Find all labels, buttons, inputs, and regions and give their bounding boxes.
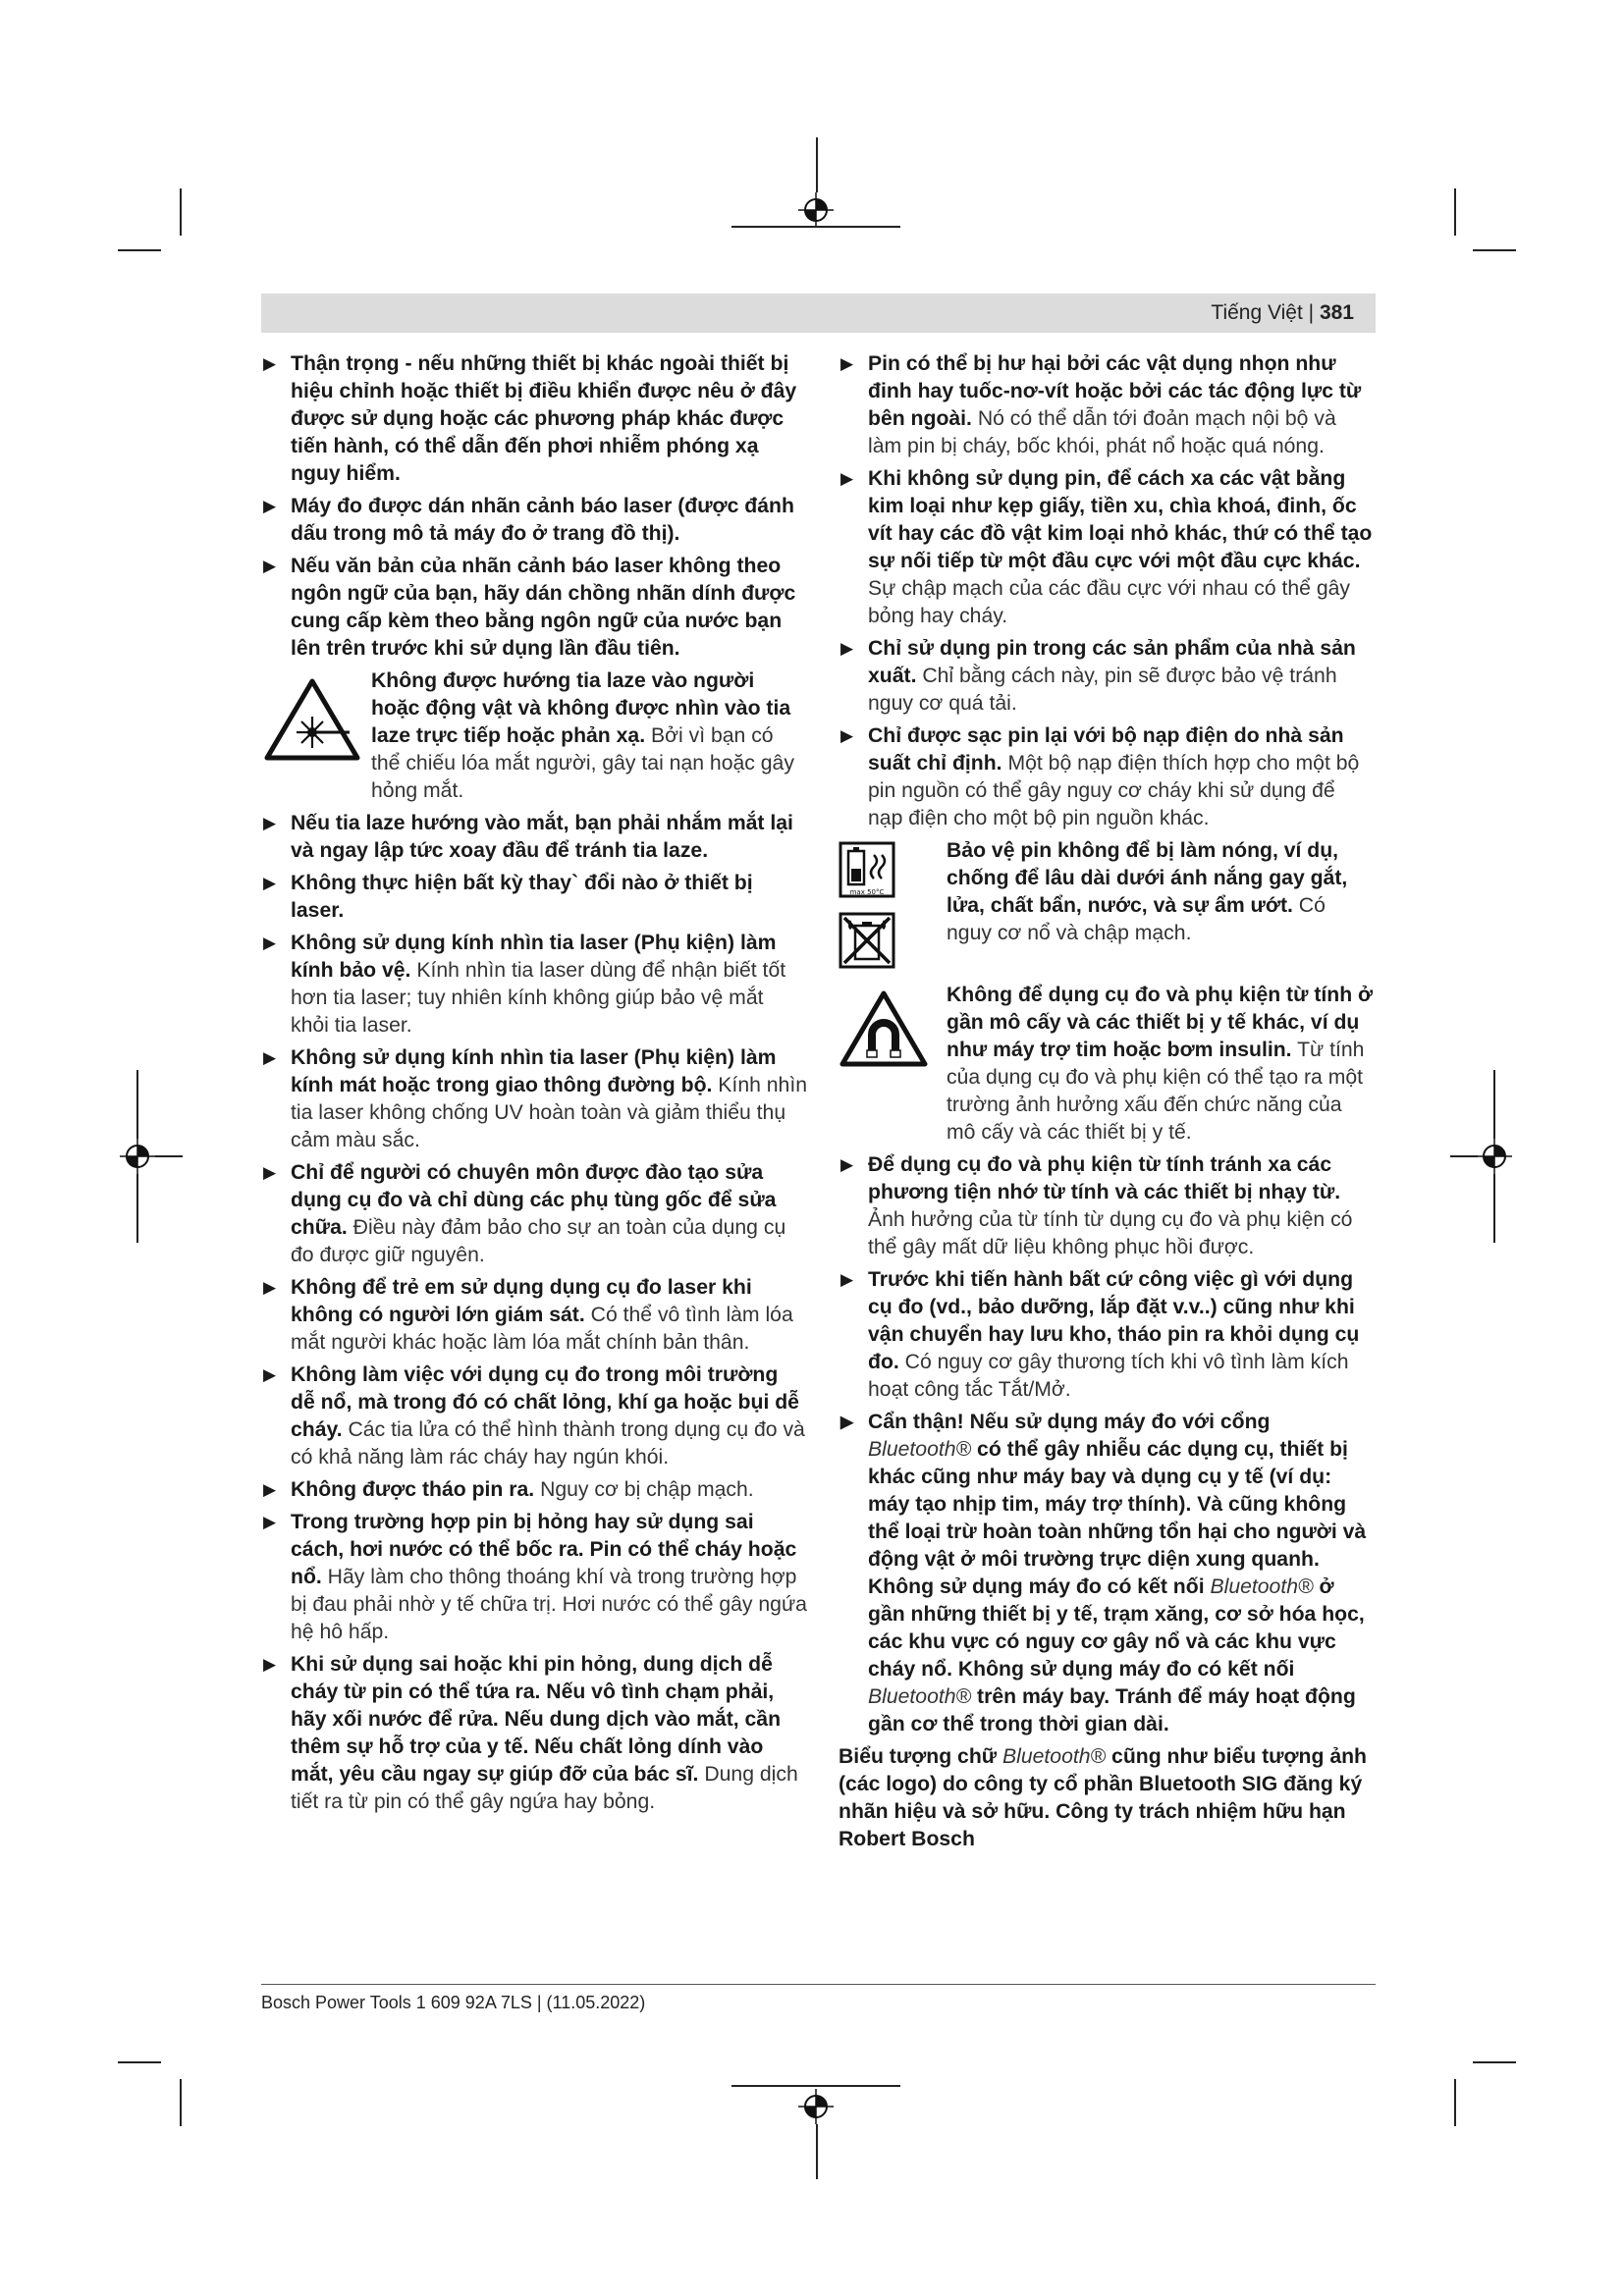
item-text: Dung dịch tiết ra từ pin có thể gây ngứa hay bỏng. [291, 1763, 798, 1813]
item-bold-text: Khi không sử dụng pin, để cách xa các vật bằng kim loại như kẹp giấy, tiền xu, chìa khoá, đinh, ốc vít hay các đồ vật kim loại nhỏ khác, thứ có thể tạo sự nối tiếp từ một đầu cực với một đầu cực khác. [868, 467, 1373, 572]
no-water-icon [839, 912, 895, 969]
crop-mark [180, 188, 182, 236]
battery-heat-text: Có nguy cơ nổ và chập mạch. [947, 894, 1326, 944]
item-text: Nó có thể dẫn tới đoản mạch nội bộ và làm pin bị cháy, bốc khói, phát nổ hoặc quá nóng. [868, 407, 1336, 457]
bullet-icon: ▶ [263, 1163, 277, 1182]
bullet-icon: ▶ [263, 557, 277, 575]
item-bold-text: Không được tháo pin ra. [291, 1478, 535, 1501]
registration-mark-icon [798, 192, 834, 228]
bullet-icon: ▶ [263, 1513, 277, 1531]
registration-mark-icon [120, 1139, 155, 1174]
laser-warning-text: Bởi vì bạn có thể chiếu lóa mắt người, gây tai nạn hoặc gây hỏng mắt. [371, 724, 794, 802]
left-column [261, 350, 807, 1821]
list-item [261, 1159, 807, 1269]
page-footer: Bosch Power Tools 1 609 92A 7LS | (11.05.2022) [261, 1993, 646, 2012]
registration-line [136, 1174, 138, 1243]
bullet-icon: ▶ [840, 726, 854, 745]
registration-mark-icon [1477, 1139, 1512, 1174]
item-bold-text: Chỉ sử dụng pin trong các sản phẩm của nhà sản xuất. [868, 637, 1356, 687]
list-item [839, 1151, 1375, 1261]
bullet-icon: ▶ [263, 1048, 277, 1067]
list-item [261, 1044, 807, 1154]
bullet-icon: ▶ [263, 1365, 277, 1384]
header-language: Tiếng Việt [1211, 301, 1303, 324]
bullet-icon: ▶ [263, 1480, 277, 1499]
page-number: 381 [1319, 301, 1354, 324]
list-item [261, 810, 807, 865]
crop-mark [118, 2061, 161, 2063]
magnet-warning-block [839, 982, 1375, 1147]
item-text: Hãy làm cho thông thoáng khí và trong trường hợp bị đau phải nhờ y tế chữa trị. Hơi nước có thể gây ngứa hệ hô hấp. [291, 1566, 807, 1643]
bullet-icon: ▶ [840, 469, 854, 488]
item-bold-text: Khi sử dụng sai hoặc khi pin hỏng, dung dịch dễ cháy từ pin có thể tứa ra. Nếu vô tình chạm phải, hãy xối nước để rửa. Nếu dung dịch vào mắt, cần thêm sự hỗ trợ của y tế. Nếu chất lỏng dính vào mắt, yêu cầu ngay sự giúp đỡ của bác sĩ. [291, 1653, 782, 1786]
registration-line [731, 226, 900, 228]
item-bold-text: Để dụng cụ đo và phụ kiện từ tính tránh xa các phương tiện nhớ từ tính và các thiết bị nhạy từ. [868, 1153, 1341, 1203]
bullet-icon: ▶ [840, 1413, 854, 1431]
item-text: Một bộ nạp điện thích hợp cho một bộ pin nguồn có thể gây nguy cơ cháy khi sử dụng để nạp điện cho một bộ pin nguồn khác. [868, 752, 1360, 829]
page-header [261, 294, 1376, 333]
list-item [839, 635, 1375, 718]
battery-heat-block [839, 837, 1375, 977]
crop-mark [1454, 188, 1456, 236]
header-label [1211, 301, 1354, 325]
crop-mark [1473, 2061, 1516, 2063]
bullet-icon: ▶ [263, 874, 277, 892]
bluetooth-trademark: Bluetooth® [1002, 1745, 1107, 1768]
item-bold-text: Thận trọng - nếu những thiết bị khác ngoài thiết bị hiệu chỉnh hoặc thiết bị điều khiển được nêu ở đây được sử dụng hoặc các phương pháp khác được tiến hành, có thể dẫn đến phơi nhiễm phóng xạ nguy hiểm. [291, 352, 797, 485]
list-item [261, 870, 807, 925]
bluetooth-warning-part: trên máy bay. Tránh để máy hoạt động gần cơ thể trong thời gian dài. [868, 1685, 1356, 1735]
list-item [261, 1509, 807, 1646]
item-text: Có nguy cơ gây thương tích khi vô tình làm kích hoạt công tắc Tắt/Mở. [868, 1351, 1349, 1401]
magnet-warning-icon [839, 989, 929, 1068]
bluetooth-warning-part: Cẩn thận! Nếu sử dụng máy đo với cổng [868, 1411, 1271, 1433]
item-text: Ảnh hưởng của từ tính từ dụng cụ đo và phụ kiện có thể gây mất dữ liệu không phục hồi được. [868, 1208, 1353, 1258]
magnet-warning-text: Từ tính của dụng cụ đo và phụ kiện có thể tạo ra một trường ảnh hưởng xấu đến chức năng của mô cấy và các thiết bị y tế. [947, 1039, 1365, 1144]
item-bold-text: Không sử dụng kính nhìn tia laser (Phụ kiện) làm kính mát hoặc trong giao thông đường bộ. [291, 1046, 777, 1096]
item-text: Kính nhìn tia laser dùng để nhận biết tốt hơn tia laser; tuy nhiên kính không giúp bảo vệ mắt khỏi tia laser. [291, 959, 786, 1037]
bluetooth-trademark: Bluetooth® [1210, 1575, 1314, 1598]
list-item [261, 1274, 807, 1357]
laser-warning-icon [263, 677, 361, 762]
bullet-icon: ▶ [840, 1270, 854, 1289]
list-item [839, 722, 1375, 832]
bullet-icon: ▶ [263, 1655, 277, 1674]
crop-mark [1454, 2079, 1456, 2126]
list-item [839, 350, 1375, 460]
magnet-warning-bold: Không để dụng cụ đo và phụ kiện từ tính ở gần mô cấy và các thiết bị y tế khác, ví dụ như máy trợ tim hoặc bơm insulin. [947, 984, 1374, 1061]
item-text: Các tia lửa có thể hình thành trong dụng cụ đo và có khả năng làm rác cháy hay ngún khói. [291, 1418, 805, 1468]
registration-line [155, 1155, 183, 1157]
item-text: Có thể vô tình làm lóa mắt người khác hoặc làm lóa mắt chính bản thân. [291, 1304, 793, 1354]
crop-mark [180, 2079, 182, 2126]
item-bold-text: Trong trường hợp pin bị hỏng hay sử dụng sai cách, hơi nước có thể bốc ra. Pin có thể cháy hoặc nổ. [291, 1511, 797, 1588]
bullet-icon: ▶ [840, 1155, 854, 1174]
bullet-icon: ▶ [263, 354, 277, 373]
battery-heat-bold: Bảo vệ pin không để bị làm nóng, ví dụ, chống để lâu dài dưới ánh nắng gay gắt, lửa, chất bẩn, nước, và sự ẩm ướt. [947, 839, 1348, 917]
item-text: Sự chập mạch của các đầu cực với nhau có thể gây bỏng hay cháy. [868, 577, 1350, 627]
item-bold-text: Không thực hiện bất kỳ thay` đổi nào ở thiết bị laser. [291, 872, 753, 922]
bluetooth-warning-item [839, 1409, 1375, 1738]
list-item [839, 1266, 1375, 1404]
item-bold-text: Không để trẻ em sử dụng dụng cụ đo laser khi không có người lớn giám sát. [291, 1276, 752, 1326]
bluetooth-trademark: Bluetooth® [868, 1438, 972, 1461]
item-text: Kính nhìn tia laser không chống UV hoàn toàn và giảm thiểu thụ cảm màu sắc. [291, 1074, 808, 1151]
laser-warning-block [261, 667, 807, 805]
registration-line [136, 1070, 138, 1139]
trademark-paragraph [839, 1743, 1375, 1853]
item-bold-text: Pin có thể bị hư hại bởi các vật dụng nhọn như đinh hay tuốc-nơ-vít hoặc bởi các tác động lực từ bên ngoài. [868, 352, 1362, 430]
list-item [261, 350, 807, 488]
item-bold-text: Nếu tia laze hướng vào mắt, bạn phải nhắm mắt lại và ngay lập tức xoay đầu để tránh tia laze. [291, 812, 793, 862]
registration-mark-icon [798, 2089, 834, 2124]
item-bold-text: Không sử dụng kính nhìn tia laser (Phụ kiện) làm kính bảo vệ. [291, 932, 777, 982]
list-item [261, 1651, 807, 1816]
bullet-icon: ▶ [263, 497, 277, 515]
registration-line [731, 2085, 900, 2087]
item-bold-text: Chỉ để người có chuyên môn được đào tạo sửa dụng cụ đo và chỉ dùng các phụ tùng gốc để sửa chữa. [291, 1161, 777, 1239]
bluetooth-trademark: Bluetooth® [868, 1685, 972, 1708]
item-bold-text: Máy đo được dán nhãn cảnh báo laser (được đánh dấu trong mô tả máy đo ở trang đồ thị). [291, 495, 794, 545]
registration-line [1493, 1174, 1495, 1243]
right-column [839, 350, 1375, 1853]
item-bold-text: Chỉ được sạc pin lại với bộ nạp điện do nhà sản suất chỉ định. [868, 724, 1344, 774]
trademark-part: cũng như biểu tượng ảnh (các logo) do công ty cổ phần Bluetooth SIG đăng ký nhãn hiệu và sở hữu. Công ty trách nhiệm hữu hạn Robert Bosch [839, 1745, 1367, 1850]
bullet-icon: ▶ [263, 814, 277, 832]
item-text: Nguy cơ bị chập mạch. [540, 1478, 754, 1501]
registration-line [1493, 1070, 1495, 1139]
bullet-icon: ▶ [263, 934, 277, 952]
list-item [839, 465, 1375, 630]
bullet-icon: ▶ [840, 639, 854, 658]
list-item [261, 553, 807, 663]
item-text: Chỉ bằng cách này, pin sẽ được bảo vệ tránh nguy cơ quá tải. [868, 665, 1337, 715]
registration-line [816, 137, 818, 192]
footer-rule [261, 1984, 1376, 1985]
list-item [261, 493, 807, 548]
item-bold-text: Không làm việc với dụng cụ đo trong môi trường dễ nổ, mà trong đó có chất lỏng, khí ga hoặc bụi dễ cháy. [291, 1363, 799, 1441]
bluetooth-warning-part: có thể gây nhiễu các dụng cụ, thiết bị khác cũng như máy bay và dụng cụ y tế (ví dụ: máy tạo nhịp tim, máy trợ thính). Và cũng không thể loại trừ hoàn toàn những tổn hại cho người và động vật ở môi trường trực diện xung quanh. Không sử dụng máy đo có kết nối [868, 1438, 1367, 1598]
item-bold-text: Nếu văn bản của nhãn cảnh báo laser không theo ngôn ngữ của bạn, hãy dán chồng nhãn dính được cung cấp kèm theo bằng ngôn ngữ của nước bạn lên trên trước khi sử dụng lần đầu tiên. [291, 555, 796, 660]
battery-heat-icon [839, 841, 895, 898]
registration-line [816, 2124, 818, 2179]
header-separator: | [1308, 301, 1315, 324]
registration-line [1450, 1155, 1478, 1157]
item-bold-text: Trước khi tiến hành bất cứ công việc gì với dụng cụ đo (vd., bảo dưỡng, lắp đặt v.v..) cũng như khi vận chuyển hay lưu kho, tháo pin ra khỏi dụng cụ đo. [868, 1268, 1360, 1373]
list-item [261, 930, 807, 1040]
laser-warning-bold: Không được hướng tia laze vào người hoặc động vật và không được nhìn vào tia laze trực tiếp hoặc phản xạ. [371, 669, 791, 747]
trademark-part: Biểu tượng chữ [839, 1745, 998, 1768]
crop-mark [118, 249, 161, 251]
list-item [261, 1362, 807, 1471]
bluetooth-warning-part: ở gần những thiết bị y tế, trạm xăng, cơ sở hóa học, các khu vực có nguy cơ gây nổ và các khu vực cháy nổ. Không sử dụng máy đo có kết nối [868, 1575, 1365, 1681]
bullet-icon: ▶ [263, 1278, 277, 1297]
crop-mark [1473, 249, 1516, 251]
list-item [261, 1476, 807, 1504]
item-text: Điều này đảm bảo cho sự an toàn của dụng cụ đo được giữ nguyên. [291, 1216, 786, 1266]
battery-heat-icon-label: max 50°C [849, 888, 885, 896]
bullet-icon: ▶ [840, 354, 854, 373]
